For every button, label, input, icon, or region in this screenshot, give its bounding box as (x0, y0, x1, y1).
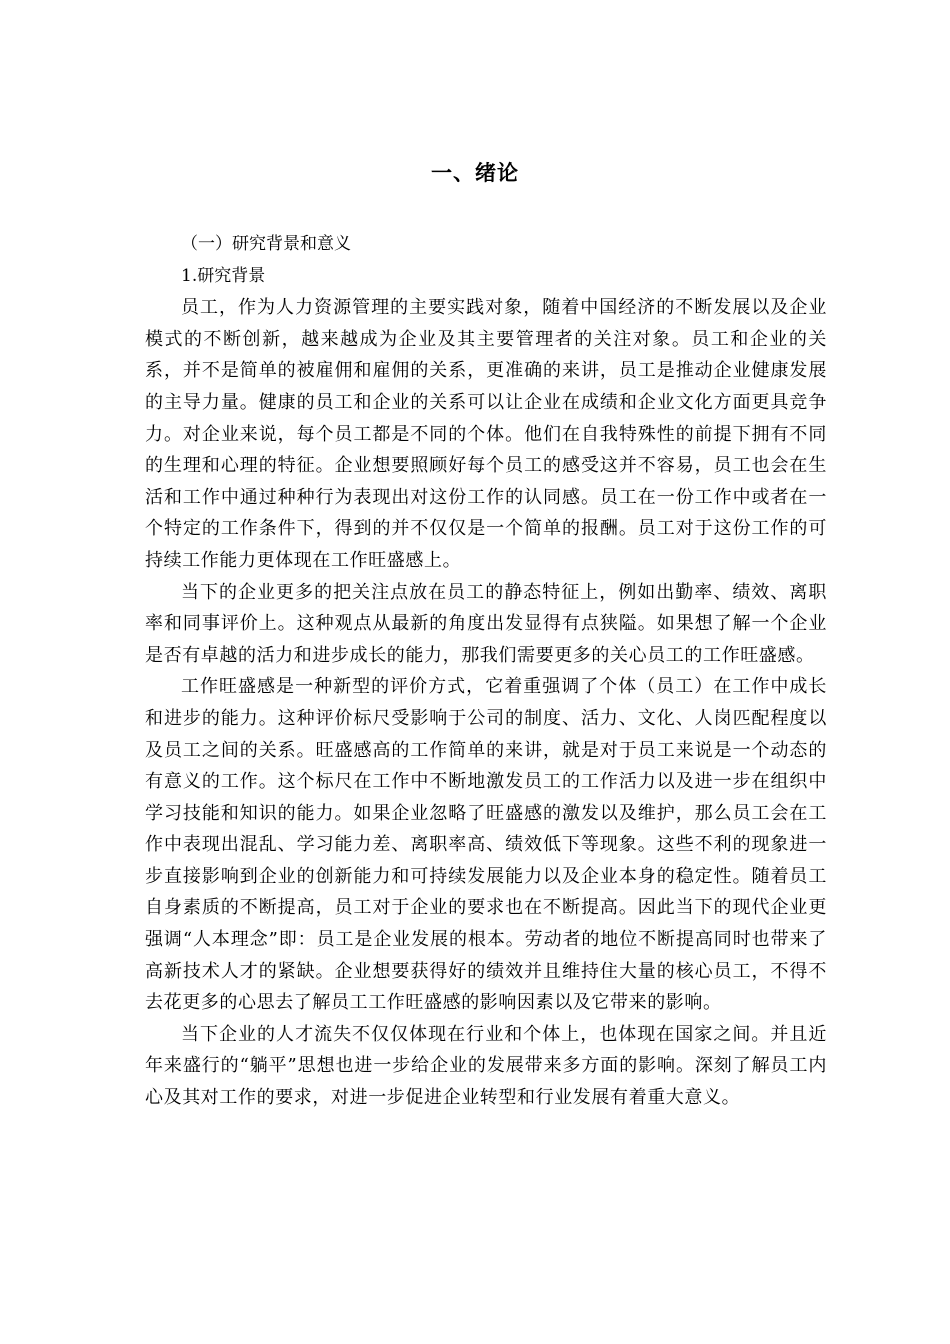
body-paragraph: 员工，作为人力资源管理的主要实践对象，随着中国经济的不断发展以及企业模式的不断创新，越来越成为企业及其主要管理者的关注对象。员工和企业的关系，并不是简单的被雇佣和雇佣的关系，更准确的来讲，员工是推动企业健康发展的主导力量。健康的员工和企业的关系可以让企业在成绩和企业文化方面更具竞争力。对企业来说，每个员工都是不同的个体。他们在自我特殊性的前提下拥有不同的生理和心理的特征。企业想要照顾好每个员工的感受这并不容易，员工也会在生活和工作中通过种种行为表现出对这份工作的认同感。员工在一份工作中或者在一个特定的工作条件下，得到的并不仅仅是一个简单的报酬。员工对于这份工作的可持续工作能力更体现在工作旺盛感上。 (145, 297, 827, 571)
document-body (145, 229, 827, 1114)
body-paragraph: 当下企业的人才流失不仅仅体现在行业和个体上，也体现在国家之间。并且近年来盛行的“躺平”思想也进一步给企业的发展带来多方面的影响。深刻了解员工内心及其对工作的要求，对进一步促进企业转型和行业发展有着重大意义。 (145, 1023, 827, 1109)
chapter-title: 一、绪论 (431, 160, 519, 185)
sub-heading: 1.研究背景 (181, 265, 266, 286)
body-paragraph: 工作旺盛感是一种新型的评价方式，它着重强调了个体（员工）在工作中成长和进步的能力。这种评价标尺受影响于公司的制度、活力、文化、人岗匹配程度以及员工之间的关系。旺盛感高的工作简单的来讲，就是对于员工来说是一个动态的有意义的工作。这个标尺在工作中不断地激发员工的工作活力以及进一步在组织中学习技能和知识的能力。如果企业忽略了旺盛感的激发以及维护，那么员工会在工作中表现出混乱、学习能力差、离职率高、绩效低下等现象。这些不利的现象进一步直接影响到企业的创新能力和可持续发展能力以及企业本身的稳定性。随着员工自身素质的不断提高，员工对于企业的要求也在不断提高。因此当下的现代企业更强调“人本理念”即：员工是企业发展的根本。劳动者的地位不断提高同时也带来了高新技术人才的紧缺。企业想要获得好的绩效并且维持住大量的核心员工，不得不去花更多的心思去了解员工工作旺盛感的影响因素以及它带来的影响。 (145, 676, 827, 1014)
body-paragraph: 当下的企业更多的把关注点放在员工的静态特征上，例如出勤率、绩效、离职率和同事评价上。这种观点从最新的角度出发显得有点狭隘。如果想了解一个企业是否有卓越的活力和进步成长的能力，那我们需要更多的关心员工的工作旺盛感。 (145, 581, 827, 666)
section-heading: （一）研究背景和意义 (181, 234, 351, 254)
